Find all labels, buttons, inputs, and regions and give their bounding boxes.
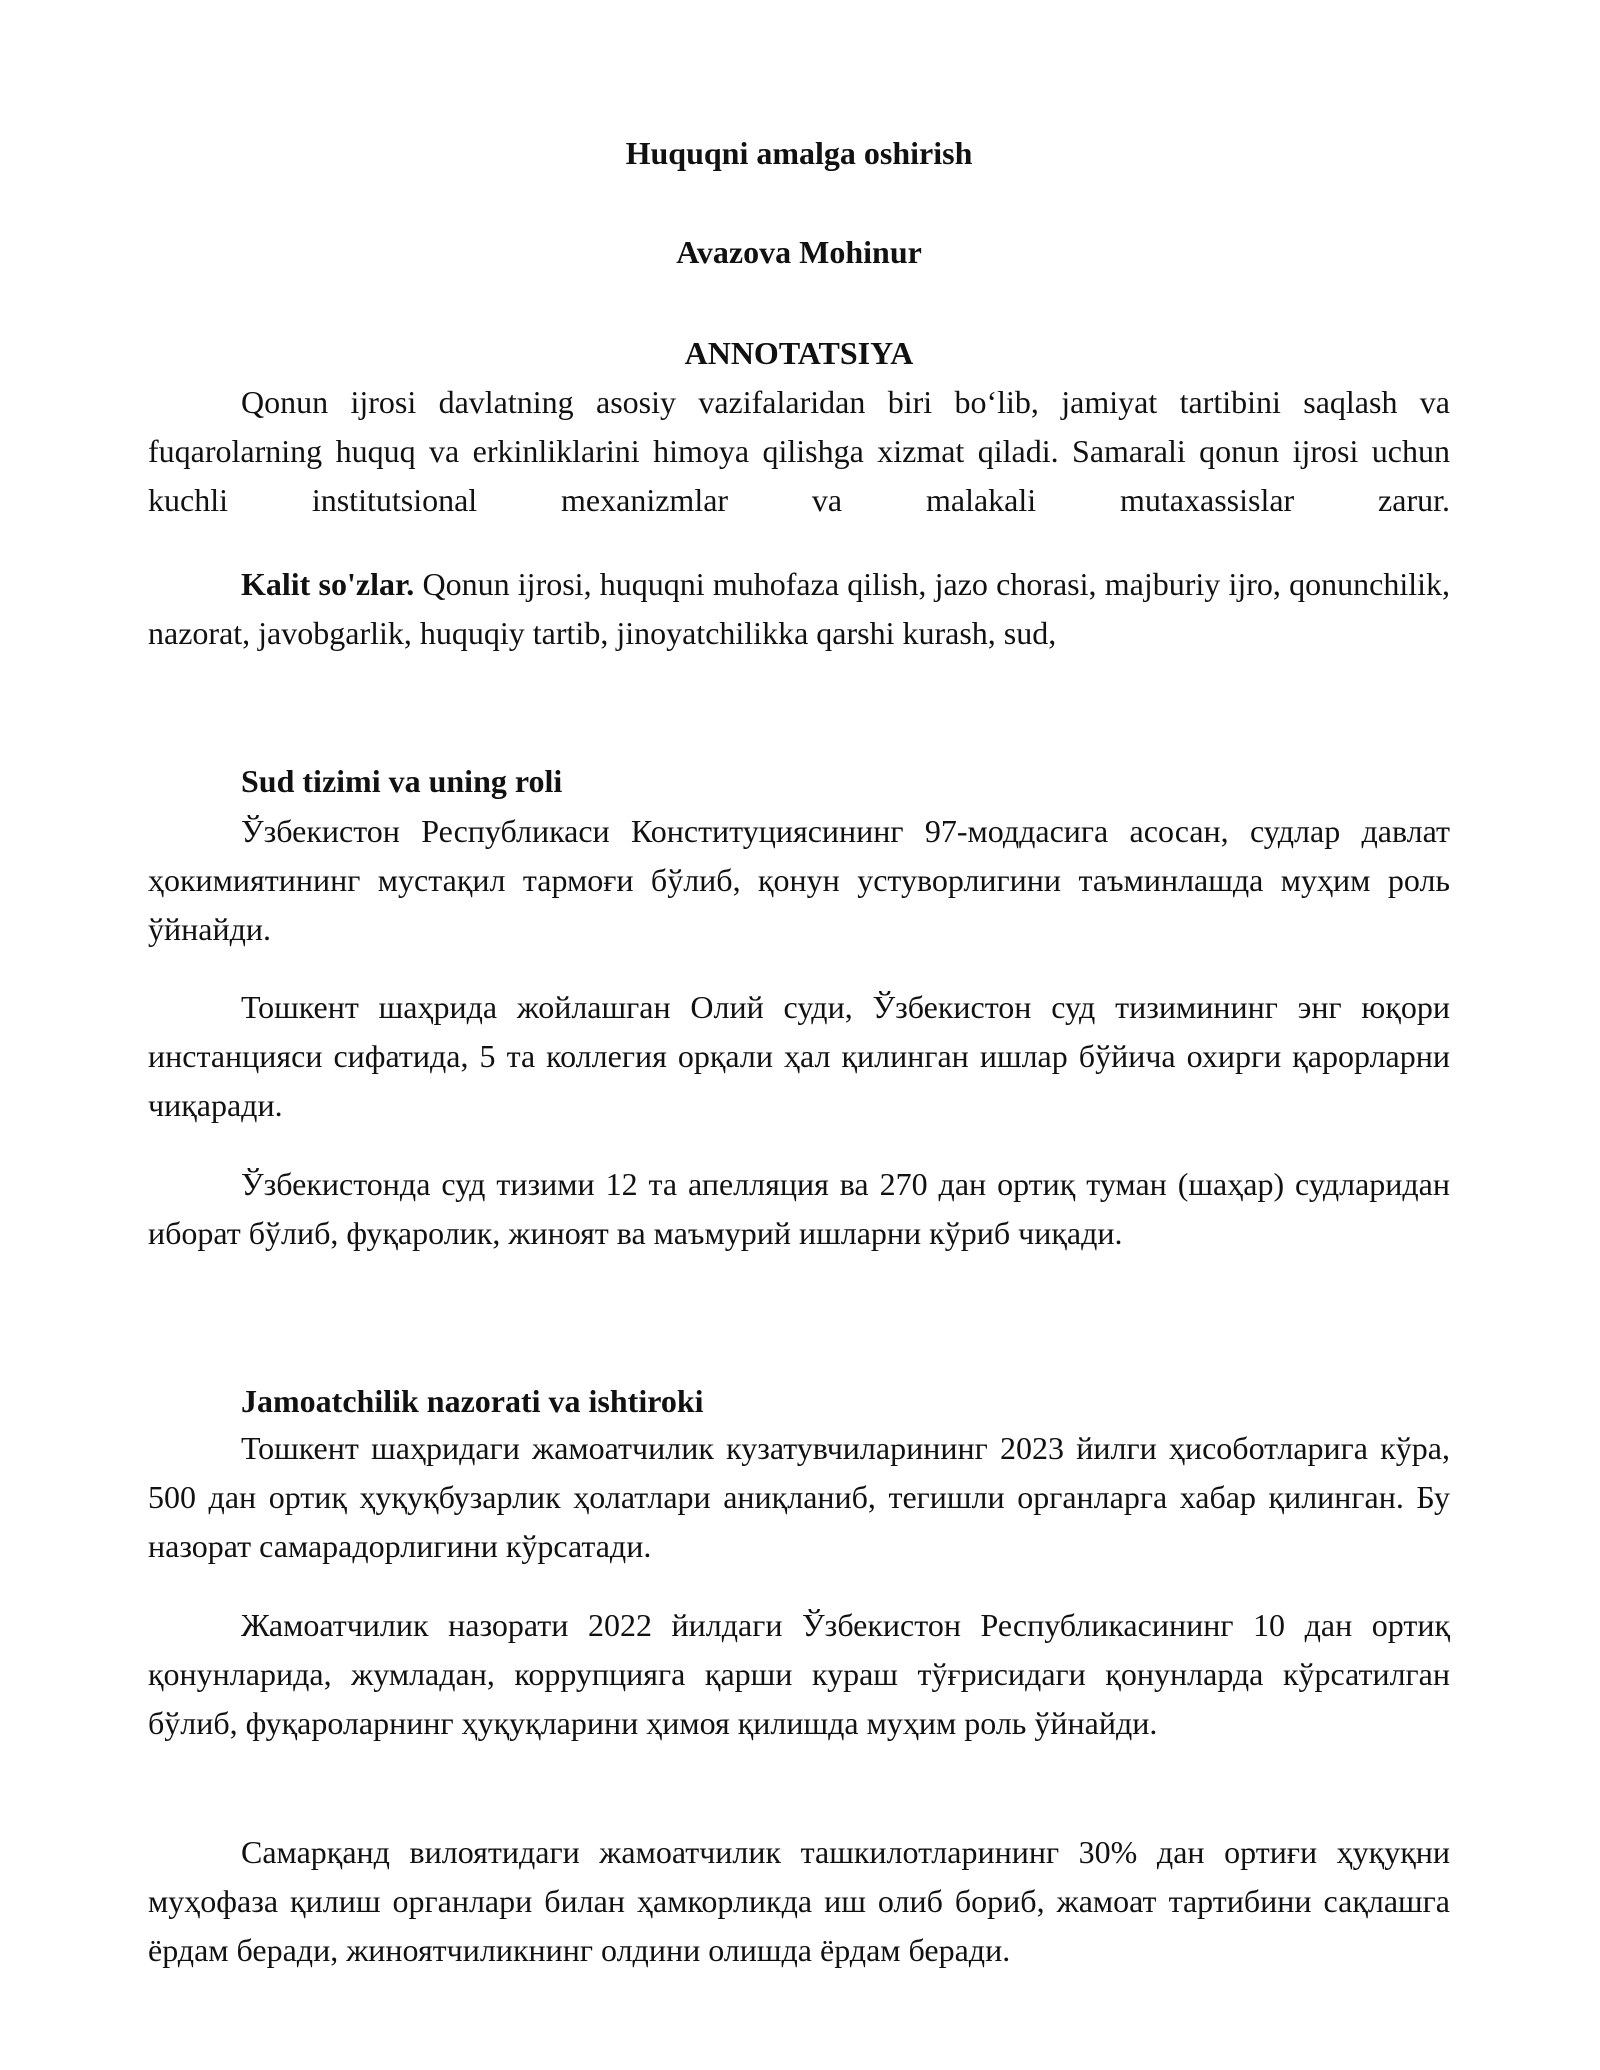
document-title: Huquqni amalga oshirish (625, 135, 973, 171)
section-paragraph: Ўзбекистон Республикаси Конституциясининг 97-моддасига асосан, судлар давлат ҳокимиятининг мустақил тармоғи бўлиб, қонун устуворлигини таъминлашда муҳим роль ўйнайди. (148, 813, 1450, 947)
section-paragraph: Самарқанд вилоятидаги жамоатчилик ташкилотларининг 30% дан ортиғи ҳуқуқни муҳофаза қилиш органлари билан ҳамкорликда иш олиб бориб, жамоат тартибини сақлашга ёрдам беради, жиноятчиликнинг олдини олишда ёрдам беради. (148, 1834, 1450, 1968)
section-paragraph: Тошкент шаҳрида жойлашган Олий суди, Ўзбекистон суд тизимининг энг юқори инстанцияси сифатида, 5 та коллегия орқали ҳал қилинган ишлар бўйича охирги қарорларни чиқаради. (148, 989, 1450, 1123)
section-heading-public-control: Jamoatchilik nazorati va ishtiroki (241, 1383, 704, 1419)
keywords-list: Qonun ijrosi, huquqni muhofaza qilish, jazo chorasi, majburiy ijro, qonunchilik, nazorat, javobgarlik, huquqiy tartib, jinoyatchilikka qarshi kurash, sud, (148, 566, 1451, 651)
annotation-paragraph: Qonun ijrosi davlatning asosiy vazifalaridan biri bo‘lib, jamiyat tartibini saqlash va fuqarolarning huquq va erkinliklarini himoya qilishga xizmat qiladi. Samarali qonun ijrosi uchun kuchli institutsional mexanizmlar va malakali mutaxassislar zarur. (148, 384, 1450, 518)
author-name: Avazova Mohinur (676, 234, 922, 270)
section-heading-courts: Sud tizimi va uning roli (241, 763, 563, 799)
keywords-paragraph (148, 560, 1450, 658)
section-paragraph: Ўзбекистонда суд тизими 12 та апелляция ва 270 дан ортиқ туман (шаҳар) судларидан иборат бўлиб, фуқаролик, жиноят ва маъмурий ишларни кўриб чиқади. (148, 1166, 1450, 1251)
annotation-heading: ANNOTATSIYA (684, 335, 914, 371)
keywords-label: Kalit so'zlar. (241, 566, 415, 602)
section-paragraph: Тошкент шаҳридаги жамоатчилик кузатувчиларининг 2023 йилги ҳисоботларига кўра, 500 дан ортиқ ҳуқуқбузарлик ҳолатлари аниқланиб, тегишли органларга хабар қилинган. Бу назорат самарадорлигини кўрсатади. (148, 1430, 1450, 1564)
section-paragraph: Жамоатчилик назорати 2022 йилдаги Ўзбекистон Республикасининг 10 дан ортиқ қонунларида, жумладан, коррупцияга қарши кураш тўғрисидаги қонунларда кўрсатилган бўлиб, фуқароларнинг ҳуқуқларини ҳимоя қилишда муҳим роль ўйнайди. (148, 1607, 1450, 1741)
